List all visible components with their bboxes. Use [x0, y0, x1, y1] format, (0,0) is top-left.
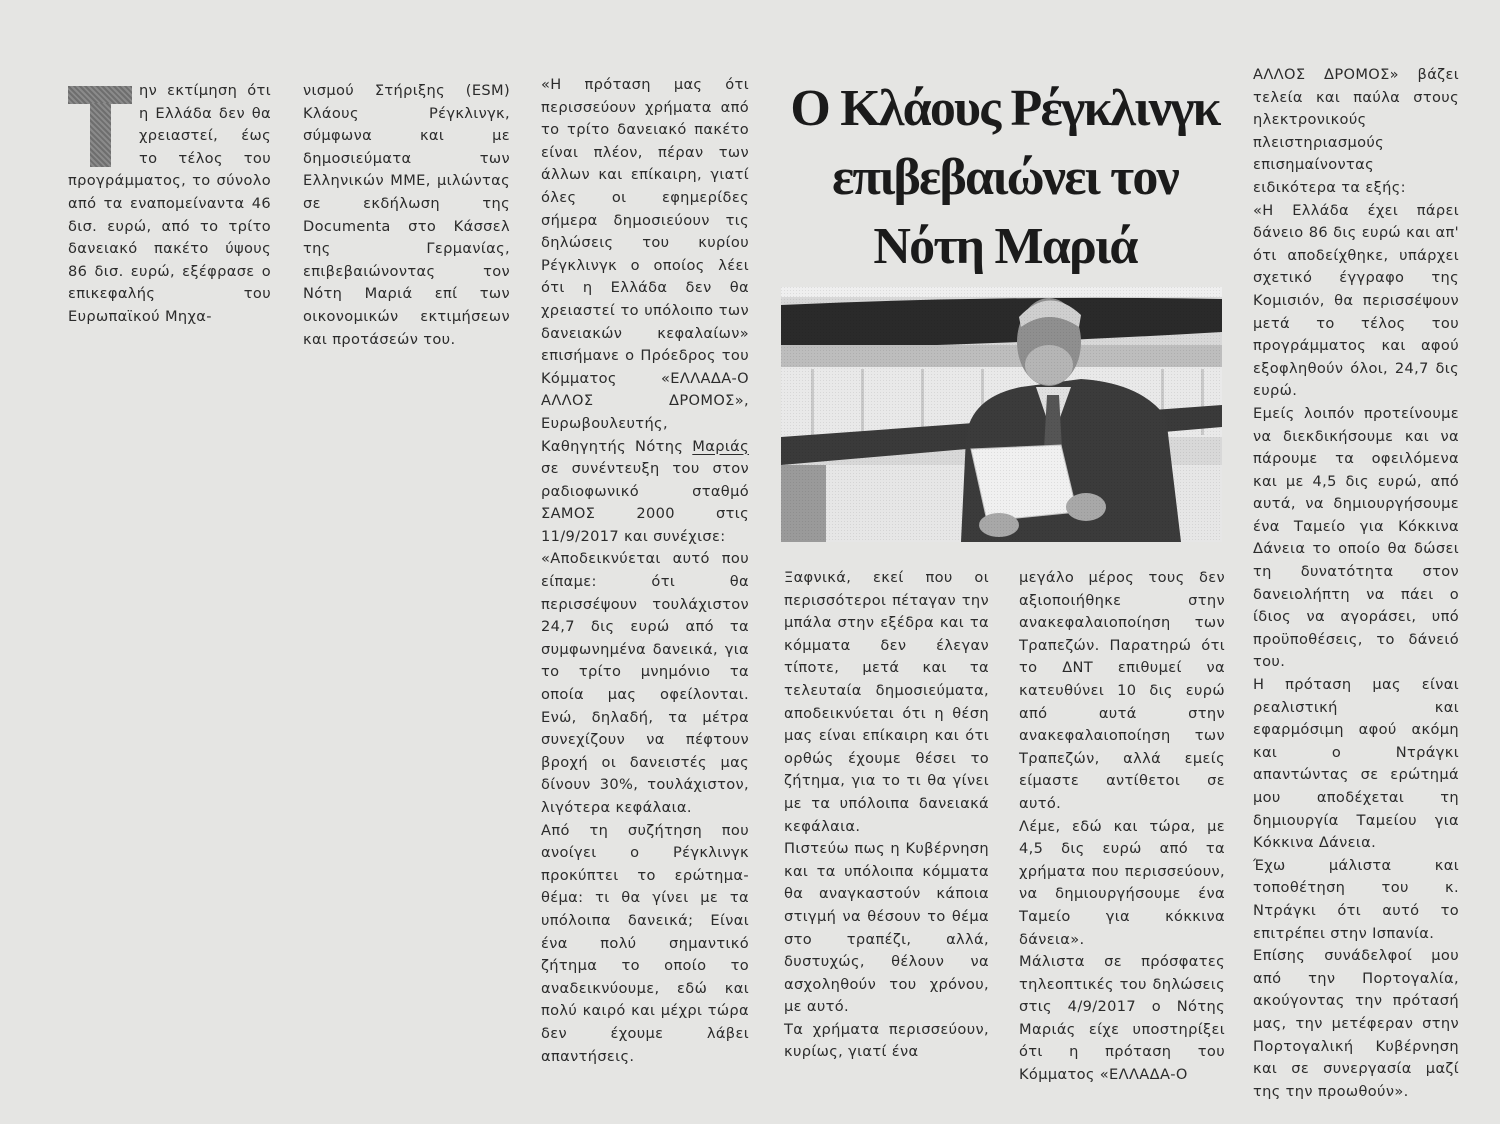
paragraph: Η πρόταση μας είναι ρεαλιστική και εφαρμόσιμη αφού ακόμη και ο Ντράγκι απαντώντας σε ερώτημά μου αποδέχεται τη δημιουργία Ταμείου για Κόκκινα Δάνεια. — [1253, 676, 1459, 852]
article-column-4 — [784, 567, 989, 1064]
text-run: σε συνέντευξη του στον ραδιοφωνικό σταθμό ΣΑΜΟΣ 2000 στις 11/9/2017 και συνέχισε: — [541, 460, 749, 545]
drop-cap — [68, 86, 133, 162]
paragraph: «Η Ελλάδα έχει πάρει δάνειο 86 δις ευρώ και απ' ότι αποδείχθηκε, υπάρχει σχετικό έγγραφο της Κομισιόν, θα περισσέψουν μετά το τέλος του προγράμματος και αφού εξοφληθούν όλοι, 24,7 δις ευρώ. — [1253, 201, 1459, 400]
drop-cap-stem — [90, 103, 111, 167]
article-photo — [781, 287, 1222, 542]
drop-cap-bar — [68, 86, 132, 104]
paragraph: νισμού Στήριξης (ESM) Κλάους Ρέγκλινγκ, σύμφωνα και με δημοσιεύματα των Ελληνικών ΜΜΕ, μιλώντας σε εκδήλωση της Documenta στο Κάσσελ της Γερμανίας, επιβεβαιώνοντας τον Νότη Μαριά επί των οικονομικών εκτιμήσεων και προτάσεών του. — [303, 82, 510, 348]
paragraph: Λέμε, εδώ και τώρα, με 4,5 δις ευρώ από τα χρήματα που περισσεύουν, να δημιουργήσουμε ένα Ταμείο για κόκκινα δάνεια». — [1019, 817, 1225, 948]
paragraph: «Αποδεικνύεται αυτό που είπαμε: ότι θα περισσέψουν τουλάχιστον 24,7 δις ευρώ από τα συμφωνημένα δανεικά, για το τρίτο μνημόνιο τα οποία μας οφείλονται. Ενώ, δηλαδή, τα μέτρα συνεχίζουν να πέφτουν βροχή οι δανειστές μας δίνουν 30%, τουλάχιστον, λιγότερα κεφάλαια. — [541, 550, 749, 816]
article-column-2 — [303, 80, 510, 351]
paragraph: Έχω μάλιστα και τοποθέτηση του κ. Ντράγκι ότι αυτό το επιτρέπει στην Ισπανία. — [1253, 856, 1459, 942]
headline-line-2: επιβεβαιώνει τον — [832, 149, 1178, 206]
speaker-photo-illustration — [781, 287, 1222, 542]
paragraph: Μάλιστα σε πρόσφατες τηλεοπτικές του δηλώσεις στις 4/9/2017 ο Νότης Μαριάς είχε υποστηρίξει ότι η πρόταση του Κόμματος «ΕΛΛΑΔΑ-Ο — [1019, 953, 1225, 1084]
text-run: «Η πρόταση μας ότι περισσεύουν χρήματα από το τρίτο δανειακό πακέτο είναι πλέον, πέραν των άλλων και επίκαιρη, γιατί όλες οι εφημερίδες σήμερα δημοσιεύουν τις δηλώσεις του κυρίου Ρέγκλινγκ ο οποίος λέει ότι η Ελλάδα δεν θα χρειαστεί το υπόλοιπο των δανειακών κεφαλαίων» επισήμανε ο Πρόεδρος του Κόμματος «ΕΛΛΑΔΑ-Ο ΑΛΛΟΣ ΔΡΟΜΟΣ», Ευρωβουλευτής, Καθηγητής Νότης — [541, 76, 749, 455]
paragraph — [541, 74, 749, 548]
paragraph: Από τη συζήτηση που ανοίγει ο Ρέγκλινγκ προκύπτει το ερώτημα-θέμα: τι θα γίνει με τα υπόλοιπα δανεικά; Είναι ένα πολύ σημαντικό ζήτημα το οποίο το αναδεικνύουμε, εδώ και πολύ καιρό και μέχρι τώρα δεν έχουμε λάβει απαντήσεις. — [541, 821, 749, 1065]
headline-line-1: Ο Κλάους Ρέγκλινγκ — [790, 80, 1220, 137]
paragraph: Εμείς λοιπόν προτείνουμε να διεκδικήσουμε και να πάρουμε τα οφειλόμενα και με 4,5 δις ευρώ, από αυτά, να δημιουργήσουμε ένα Ταμείο για Κόκκινα Δάνεια το οποίο θα δώσει τη δυνατότητα στον δανειολήπτη να πάει ο ίδιος να αγοράσει, υπό προϋποθέσεις, το δάνειό του. — [1253, 404, 1459, 671]
paragraph: Ξαφνικά, εκεί που οι περισσότεροι πέταγαν την μπάλα στην εξέδρα και τα κόμματα δεν έλεγαν τίποτε, μετά και τα τελευταία δημοσιεύματα, αποδεικνύεται ότι η θέση μας είναι επίκαιρη και ότι ορθώς έχουμε θέσει το ζήτημα, για το τι θα γίνει με τα υπόλοιπα δανειακά κεφάλαια. — [784, 569, 989, 835]
paragraph: Επίσης συνάδελφοί μου από την Πορτογαλία, ακούγοντας την πρότασή μας, την μετέφεραν στην Πορτογαλική Κυβέρνηση και σε συνεργασία μαζί της την προωθούν». — [1253, 947, 1459, 1100]
paragraph: Τα χρήματα περισσεύουν, κυρίως, γιατί ένα — [784, 1020, 989, 1061]
article-column-1 — [68, 80, 271, 329]
paragraph: ην εκτίμηση ότι η Ελλάδα δεν θα χρειαστεί, έως το τέλος του προγράμματος, το σύνολο από τα εναπομείναντα 46 δισ. ευρώ, από το τρίτο δανειακό πακέτο ύψους 86 δισ. ευρώ, εξέφρασε ο επικεφαλής του Ευρωπαϊκού Μηχα- — [68, 82, 271, 325]
underlined-name: Μαριάς — [692, 437, 749, 455]
paragraph: Πιστεύω πως η Κυβέρνηση και τα υπόλοιπα κόμματα θα αναγκαστούν κάποια στιγμή να θέσουν το θέμα στο τραπέζι, αλλά, δυστυχώς, θέλουν να ασχοληθούν του χρόνου, με αυτό. — [784, 840, 989, 1016]
paragraph: μεγάλο μέρος τους δεν αξιοποιήθηκε στην ανακεφαλαιοποίηση των Τραπεζών. Παρατηρώ ότι το ΔΝΤ επιθυμεί να κατευθύνει 10 δις ευρώ από αυτά στην ανακεφαλαιοποίηση των Τραπεζών, αλλά εμείς είμαστε αντίθετοι σε αυτό. — [1019, 569, 1225, 812]
headline — [780, 74, 1230, 281]
paragraph: ΑΛΛΟΣ ΔΡΟΜΟΣ» βάζει τελεία και παύλα στους ηλεκτρονικούς πλειστηριασμούς επισημαίνοντας ειδικότερα τα εξής: — [1253, 66, 1459, 196]
headline-line-3: Νότη Μαριά — [873, 218, 1137, 275]
article-column-3 — [541, 74, 749, 1068]
article-column-5 — [1019, 567, 1225, 1087]
article-column-6 — [1253, 64, 1459, 1103]
